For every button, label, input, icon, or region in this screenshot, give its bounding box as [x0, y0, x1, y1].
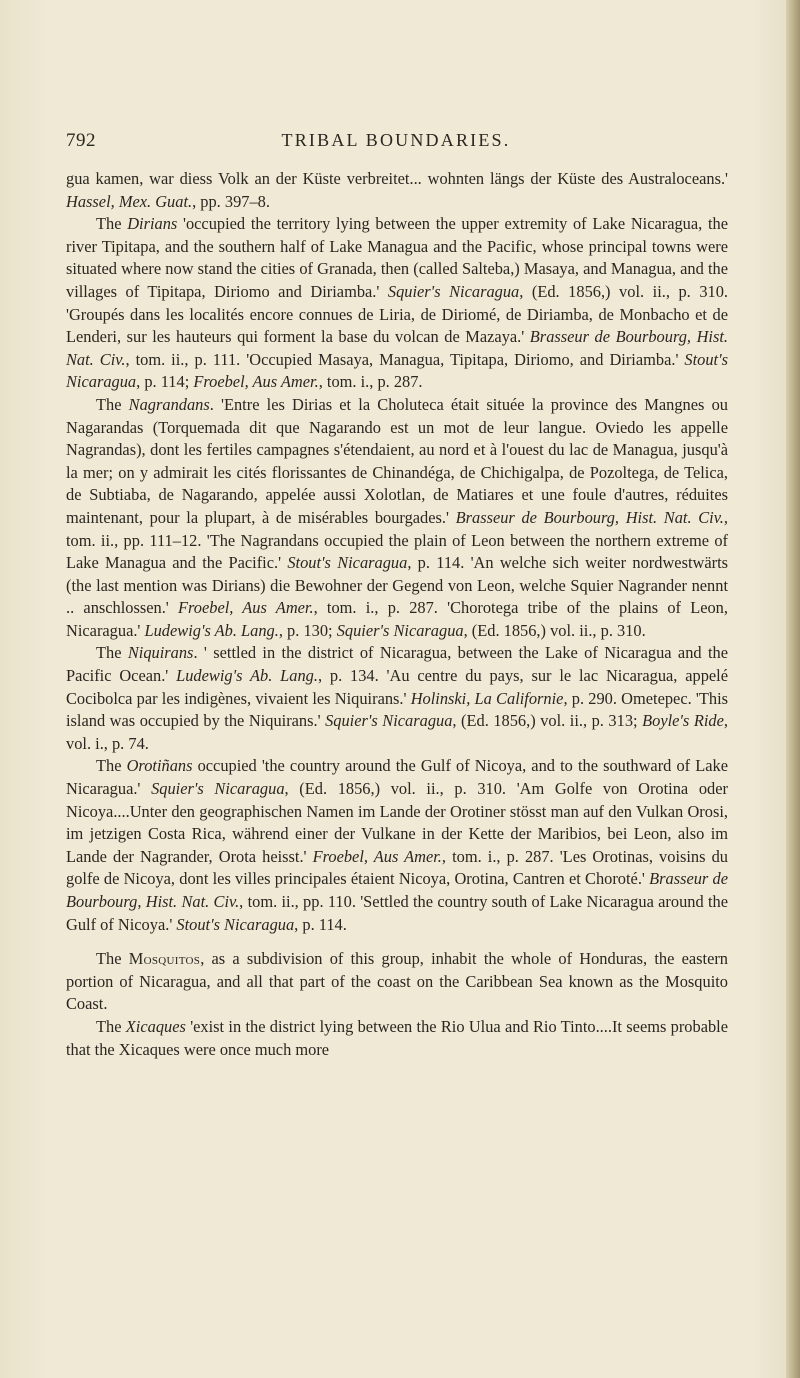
- tribe-name: Nagrandans: [128, 394, 210, 414]
- citation: Stout's Nicaragua: [287, 553, 408, 573]
- tribe-name: Xicaques: [125, 1016, 186, 1036]
- citation: Squier's Nicaragua: [387, 281, 520, 301]
- citation: Brasseur de Bourbourg, Hist. Nat. Civ.: [66, 327, 728, 369]
- citation: Brasseur de Bourbourg, Hist. Nat. Civ.: [455, 507, 724, 527]
- citation: Brasseur de Bourbourg, Hist. Nat. Civ.: [66, 869, 728, 911]
- body-text: [66, 168, 728, 1061]
- paragraph-xicaques: The Xicaques 'exist in the district lying between the Rio Ulua and Rio Tinto....It seems probable that the Xicaques were once much more: [66, 1016, 728, 1059]
- paragraph-mosquitos: The Mosquitos, as a subdivision of this group, inhabit the whole of Honduras, the eastern portion of Nicaragua, and all that part of the coast on the Caribbean Sea known as the Mosquito Coast.: [66, 949, 728, 1014]
- citation: Froebel, Aus Amer.: [178, 598, 314, 618]
- paragraph-continuation: gua kamen, war diess Volk an der Küste verbreitet... wohnten längs der Küste des Australoceans.' Hassel, Mex. Guat., pp. 397–8.: [66, 169, 728, 211]
- paragraph-nagrandans: The Nagrandans. 'Entre les Dirias et la Choluteca était située la province des Mangnes ou Nagarandas (Torquemada dit que Nagarando est un mot de leur langue. Oviedo les appelle Nagrandas), dont les fertiles campagnes s'étendaient, au nord et à l'ouest du lac de Managua, jusqu'à la mer; on y admirait les cités florissantes de Chinandéga, de Chichigalpa, de Pozoltega, de Telica, de Subtiaba, de Nagarando, appelée aussi Xolotlan, de Matiares et une foule d'autres, réduites maintenant, pour la plupart, à de misérables bourgades.' Brasseur de Bourbourg, Hist. Nat. Civ., tom. ii., pp. 111–12. 'The Nagrandans occupied the plain of Leon between the northern extreme of Lake Managua and the Pacific.' Stout's Nicaragua, p. 114. 'An welche sich weiter nordwestwärts (the last mention was Dirians) die Bewohner der Gegend von Leon, welche Squier Nagrander nennt .. anschlossen.' Froebel, Aus Amer., tom. i., p. 287. 'Chorotega tribe of the plains of Leon, Nicaragua.' Ludewig's Ab. Lang., p. 130; Squier's Nicaragua, (Ed. 1856,) vol. ii., p. 310.: [66, 394, 728, 640]
- citation: Froebel, Aus Amer.: [193, 372, 319, 392]
- citation: Squier's Nicaragua: [325, 711, 453, 731]
- citation: Squier's Nicaragua: [336, 620, 464, 640]
- page-number: 792: [66, 130, 96, 151]
- citation: Holinski, La Californie: [410, 688, 564, 708]
- paragraph-niquirans: The Niquirans. ' settled in the district of Nicaragua, between the Lake of Nicaragua and the Pacific Ocean.' Ludewig's Ab. Lang., p. 134. 'Au centre du pays, sur le lac Nicaragua, appelé Cocibolca par les indigènes, vivaient les Niquirans.' Holinski, La Californie, p. 290. Ometepec. 'This island was occupied by the Niquirans.' Squier's Nicaragua, (Ed. 1856,) vol. ii., p. 313; Boyle's Ride, vol. i., p. 74.: [66, 643, 728, 753]
- citation: Boyle's Ride: [642, 711, 724, 731]
- tribe-name: Orotiñans: [126, 756, 193, 776]
- paragraph-orotinans: The Orotiñans occupied 'the country around the Gulf of Nicoya, and to the southward of Lake Nicaragua.' Squier's Nicaragua, (Ed. 1856,) vol. ii., p. 310. 'Am Golfe von Orotina oder Nicoya....Unter den geographischen Namen im Lande der Orotiner stösst man auf den Vulkan Orosi, im jetzigen Costa Rica, während einer der Vulkane in der Kette der Maribios, bei Leon, also im Lande der Nagrander, Orota heisst.' Froebel, Aus Amer., tom. i., p. 287. 'Les Orotinas, voisins du golfe de Nicoya, dont les villes principales étaient Nicoya, Orotina, Cantren et Choroté.' Brasseur de Bourbourg, Hist. Nat. Civ., tom. ii., pp. 110. 'Settled the country south of Lake Nicaragua around the Gulf of Nicoya.' Stout's Nicaragua, p. 114.: [66, 756, 728, 934]
- tribe-name: Niquirans: [127, 643, 194, 663]
- running-head: TRIBAL BOUNDARIES.: [281, 130, 511, 150]
- citation: Stout's Nicaragua: [176, 914, 295, 934]
- citation: Squier's Nicaragua: [151, 779, 285, 799]
- citation: Stout's Nicaragua: [66, 349, 728, 392]
- page-edge-binding: [786, 0, 800, 1378]
- citation: Froebel, Aus Amer.: [312, 846, 442, 866]
- citation: Ludewig's Ab. Lang.: [176, 666, 318, 686]
- tribe-name: Dirians: [127, 214, 178, 234]
- page-header: [66, 130, 726, 156]
- citation: Ludewig's Ab. Lang.: [144, 620, 279, 640]
- paragraph-dirians: The Dirians 'occupied the territory lying between the upper extremity of Lake Nicaragua, the river Tipitapa, and the southern half of Lake Managua and the Pacific, whose principal towns were situated where now stand the cities of Granada, then (called Salteba,) Masaya, and Managua, and the villages of Tipitapa, Diriomo and Diriamba.' Squier's Nicaragua, (Ed. 1856,) vol. ii., p. 310. 'Groupés dans les localités encore connues de Liria, de Diriomé, de Diriamba, de Monbacho et de Lenderi, sur les hauteurs qui forment la base du volcan de Mazaya.' Brasseur de Bourbourg, Hist. Nat. Civ., tom. ii., p. 111. 'Occupied Masaya, Managua, Tipitapa, Diriomo, and Diriamba.' Stout's Nicaragua, p. 114; Froebel, Aus Amer., tom. i., p. 287.: [66, 214, 729, 392]
- group-name: Mosquitos: [128, 949, 201, 969]
- citation: Hassel, Mex. Guat.: [66, 191, 193, 211]
